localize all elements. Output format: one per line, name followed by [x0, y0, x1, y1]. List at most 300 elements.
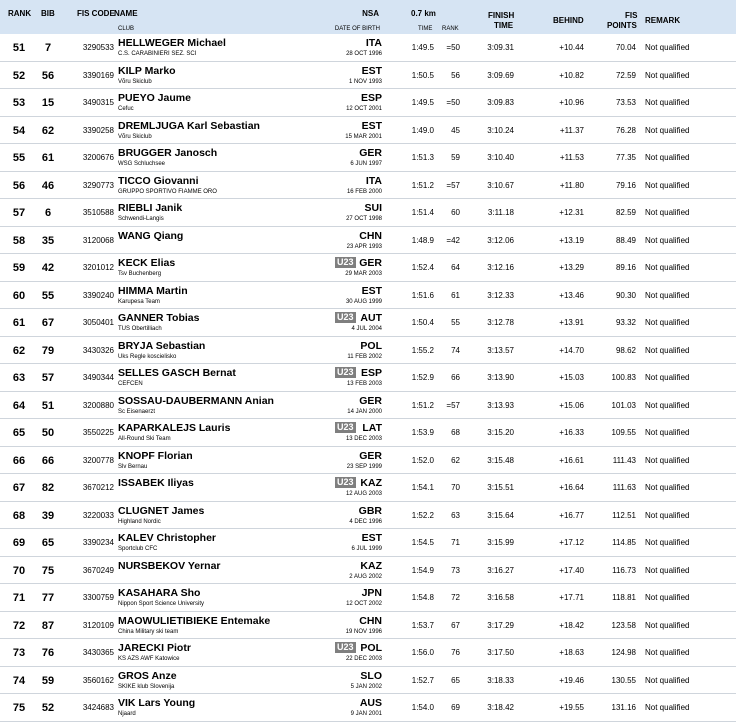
bib-cell: 7: [44, 42, 52, 54]
club-name: KS AZS AWF Katowice: [118, 656, 180, 662]
behind-time: +15.03: [559, 373, 584, 382]
nsa-code: POL: [360, 642, 382, 654]
date-of-birth: 9 JAN 2001: [350, 711, 382, 717]
header-finish: FINISH: [488, 11, 515, 20]
remark-text: Not qualified: [645, 648, 690, 657]
athlete-name: KALEV Christopher: [118, 532, 217, 544]
fis-code-cell: 3050401: [82, 318, 114, 327]
bib-cell: 42: [41, 262, 55, 274]
split-rank: =57: [446, 180, 460, 190]
nsa-code: JPN: [361, 587, 382, 599]
split-rank: 55: [451, 318, 460, 327]
finish-time: 3:11.18: [487, 208, 514, 217]
fis-points: 82.59: [615, 208, 636, 217]
split-rank: 60: [451, 208, 460, 217]
rank-cell: 56: [12, 179, 26, 192]
header-name: NAME: [114, 9, 138, 18]
header-split: 0.7 km: [411, 9, 436, 18]
club-name: Slv Bernau: [118, 463, 148, 470]
split-rank: 61: [451, 290, 460, 300]
club-name: Uks Regle koscielisko: [118, 353, 177, 360]
table-row: [0, 34, 736, 62]
fis-code-cell: 3670249: [82, 565, 114, 575]
rank-cell: 73: [12, 647, 26, 659]
athlete-name: HELLWEGER Michael: [118, 37, 226, 49]
nsa-code: AUT: [360, 312, 382, 324]
fis-points: 111.63: [612, 483, 636, 492]
split-time: 1:56.0: [411, 648, 434, 657]
remark-text: Not qualified: [645, 565, 690, 575]
club-name: SKIKE klub Slovenija: [118, 683, 175, 690]
behind-time: +13.29: [559, 263, 584, 272]
split-time: 1:51.4: [411, 208, 434, 217]
club-name: CEFCEN: [118, 381, 143, 387]
bib-cell: 6: [44, 207, 52, 219]
athlete-name: BRYJA Sebastian: [118, 339, 206, 352]
header-split-rank: RANK: [442, 26, 459, 32]
fis-code-cell: 3390258: [82, 125, 114, 135]
club-name: Sportclub CFC: [118, 546, 158, 552]
athlete-name: SOSSAU-DAUBERMANN Anian: [118, 394, 274, 407]
finish-time: 3:16.58: [487, 593, 514, 602]
split-rank: 66: [451, 373, 460, 382]
fis-code-cell: 3550225: [82, 428, 114, 437]
behind-time: +11.53: [559, 153, 584, 162]
remark-text: Not qualified: [645, 70, 690, 80]
bib-cell: 39: [41, 509, 55, 522]
bib-cell: 57: [41, 372, 55, 384]
header-date-of-birth: DATE OF BIRTH: [334, 26, 380, 32]
remark-text: Not qualified: [645, 153, 690, 162]
split-rank: =42: [446, 235, 460, 245]
nsa-code: EST: [361, 284, 382, 297]
split-rank: 67: [451, 620, 460, 630]
finish-time: 3:15.48: [487, 455, 514, 465]
athlete-name: SELLES GASCH Bernat: [118, 367, 236, 379]
behind-time: +17.12: [559, 538, 584, 547]
remark-text: Not qualified: [645, 290, 690, 300]
split-time: 1:54.1: [411, 483, 434, 492]
date-of-birth: 4 JUL 2004: [351, 326, 382, 332]
date-of-birth: 5 JAN 2002: [350, 683, 382, 690]
u23-badge: U23: [337, 367, 354, 377]
rank-cell: 51: [12, 42, 26, 54]
split-time: 1:55.2: [411, 345, 434, 355]
finish-time: 3:09.69: [487, 70, 514, 80]
table-row: [0, 557, 736, 585]
behind-time: +16.77: [559, 510, 584, 520]
finish-time: 3:12.33: [487, 290, 514, 300]
rank-cell: 65: [12, 427, 26, 439]
split-rank: 70: [451, 483, 460, 492]
bib-cell: 15: [41, 97, 55, 109]
behind-time: +18.42: [559, 620, 584, 630]
club-name: Njaard: [118, 711, 136, 717]
nsa-code: SLO: [360, 669, 382, 682]
remark-text: Not qualified: [645, 125, 690, 135]
remark-text: Not qualified: [645, 263, 690, 272]
athlete-name: KILP Marko: [118, 64, 176, 77]
header-bib: BIB: [41, 9, 55, 18]
header-split-time: TIME: [418, 26, 433, 32]
nsa-code: LAT: [362, 422, 382, 434]
nsa-code: AUS: [359, 697, 382, 709]
split-rank: 56: [451, 70, 460, 80]
date-of-birth: 11 FEB 2002: [347, 353, 382, 360]
finish-time: 3:17.50: [487, 648, 514, 657]
fis-code-cell: 3290533: [82, 43, 114, 52]
split-time: 1:50.5: [411, 70, 434, 80]
athlete-name: CLUGNET James: [118, 504, 205, 517]
table-row: [0, 144, 736, 172]
rank-cell: 68: [12, 509, 26, 522]
rank-cell: 69: [12, 537, 26, 549]
behind-time: +18.63: [559, 648, 584, 657]
athlete-name: KAPARKALEJS Lauris: [118, 422, 231, 434]
split-rank: =50: [446, 98, 460, 107]
remark-text: Not qualified: [645, 235, 690, 245]
bib-cell: 61: [41, 152, 55, 164]
athlete-name: GANNER Tobias: [118, 312, 200, 324]
finish-time: 3:16.27: [487, 565, 514, 575]
athlete-name: MAOWULIETIBIEKE Entemake: [118, 614, 271, 627]
table-row: [0, 419, 736, 447]
date-of-birth: 15 MAR 2001: [345, 133, 382, 140]
finish-time: 3:12.16: [487, 263, 514, 272]
date-of-birth: 29 MAR 2003: [345, 271, 382, 277]
u23-badge: U23: [337, 422, 354, 432]
split-rank: 73: [451, 565, 460, 575]
behind-time: +13.19: [559, 235, 584, 245]
finish-time: 3:12.78: [487, 318, 514, 327]
fis-points: 101.03: [611, 400, 636, 410]
behind-time: +19.46: [559, 675, 584, 685]
club-name: Schwendi-Langis: [118, 216, 164, 222]
fis-points: 93.32: [615, 318, 636, 327]
remark-text: Not qualified: [645, 208, 690, 217]
behind-time: +11.80: [559, 180, 584, 190]
u23-badge: U23: [337, 642, 354, 652]
table-row: [0, 529, 736, 557]
behind-time: +10.96: [559, 98, 584, 107]
behind-time: +13.46: [559, 290, 584, 300]
date-of-birth: 27 OCT 1998: [346, 216, 382, 222]
behind-time: +13.91: [559, 318, 584, 327]
rank-cell: 70: [12, 564, 26, 577]
athlete-name: KECK Elias: [118, 257, 176, 269]
fis-points: 90.30: [615, 290, 636, 300]
date-of-birth: 6 JUN 1997: [350, 161, 382, 167]
nsa-code: ITA: [365, 174, 382, 187]
rank-cell: 58: [12, 234, 26, 247]
date-of-birth: 2 AUG 2002: [349, 573, 382, 580]
finish-time: 3:18.42: [487, 703, 514, 712]
fis-points: 73.53: [615, 98, 636, 107]
date-of-birth: 23 APR 1993: [346, 243, 382, 250]
u23-badge: U23: [337, 477, 354, 487]
date-of-birth: 19 NOV 1996: [345, 628, 382, 635]
bib-cell: 75: [41, 564, 55, 577]
bib-cell: 87: [41, 619, 55, 632]
date-of-birth: 13 FEB 2003: [346, 381, 382, 387]
nsa-code: EST: [361, 532, 382, 544]
table-row: [0, 172, 736, 200]
remark-text: Not qualified: [645, 538, 690, 547]
nsa-code: CHN: [359, 229, 382, 242]
split-time: 1:52.2: [411, 510, 434, 520]
nsa-code: GER: [359, 257, 382, 269]
remark-text: Not qualified: [645, 98, 690, 107]
athlete-name: NURSBEKOV Yernar: [118, 559, 221, 572]
remark-text: Not qualified: [645, 400, 690, 410]
club-name: Nippon Sport Science University: [118, 601, 205, 607]
date-of-birth: 13 DEC 2003: [345, 436, 382, 442]
split-time: 1:49.5: [411, 98, 434, 107]
split-rank: 74: [451, 345, 460, 355]
fis-code-cell: 3490344: [82, 373, 114, 382]
date-of-birth: 6 JUL 1999: [351, 546, 382, 552]
table-row: [0, 199, 736, 227]
nsa-code: KAZ: [360, 559, 382, 572]
athlete-name: ISSABEK Iliyas: [118, 477, 194, 489]
bib-cell: 62: [41, 124, 55, 137]
split-time: 1:54.9: [411, 565, 434, 575]
bib-cell: 50: [41, 427, 55, 439]
behind-time: +10.44: [559, 43, 584, 52]
header-behind: BEHIND: [553, 16, 584, 25]
club-name: All-Round Ski Team: [118, 436, 171, 442]
nsa-code: GER: [359, 394, 382, 407]
table-row: [0, 612, 736, 640]
fis-points: 89.16: [615, 263, 636, 272]
split-rank: 76: [451, 648, 460, 657]
finish-time: 3:10.67: [487, 180, 514, 190]
fis-code-cell: 3200880: [82, 400, 114, 410]
athlete-name: JARECKI Piotr: [118, 642, 191, 654]
fis-code-cell: 3290773: [82, 180, 114, 190]
rank-cell: 52: [12, 69, 26, 82]
athlete-name: BRUGGER Janosch: [118, 147, 218, 159]
split-time: 1:52.9: [411, 373, 434, 382]
remark-text: Not qualified: [645, 703, 690, 712]
rank-cell: 74: [12, 674, 26, 687]
finish-time: 3:10.40: [487, 153, 514, 162]
finish-time: 3:15.99: [487, 538, 514, 547]
header-club: CLUB: [118, 26, 135, 32]
finish-time: 3:09.83: [487, 98, 514, 107]
finish-time: 3:12.06: [487, 235, 514, 245]
split-time: 1:49.5: [411, 43, 434, 52]
athlete-name: GROS Anze: [118, 669, 177, 682]
behind-time: +16.33: [559, 428, 584, 437]
fis-points: 100.83: [611, 373, 636, 382]
club-name: TUS Obertilliach: [118, 326, 162, 332]
remark-text: Not qualified: [645, 455, 690, 465]
fis-points: 77.35: [615, 153, 636, 162]
u23-badge: U23: [337, 312, 354, 322]
results-table-header: [0, 0, 736, 34]
split-time: 1:54.8: [411, 593, 434, 602]
remark-text: Not qualified: [645, 593, 690, 602]
split-rank: 72: [451, 593, 460, 602]
fis-points: 76.28: [615, 125, 636, 135]
table-row: [0, 694, 736, 722]
table-row: [0, 392, 736, 420]
fis-code-cell: 3201012: [82, 263, 114, 272]
fis-code-cell: 3390234: [82, 538, 114, 547]
fis-points: 123.58: [611, 620, 636, 630]
nsa-code: POL: [360, 339, 382, 352]
nsa-code: GER: [359, 147, 382, 159]
fis-points: 79.16: [615, 180, 636, 190]
header-points: POINTS: [607, 21, 637, 30]
club-name: C.S. CARABINIERI SEZ. SCI: [118, 51, 197, 57]
remark-text: Not qualified: [645, 675, 690, 685]
fis-code-cell: 3424683: [82, 703, 114, 712]
bib-cell: 46: [41, 179, 55, 192]
finish-time: 3:13.57: [487, 345, 514, 355]
fis-points: 72.59: [615, 70, 636, 80]
bib-cell: 77: [41, 592, 55, 604]
fis-code-cell: 3430365: [82, 648, 114, 657]
split-rank: =50: [446, 43, 460, 52]
table-row: [0, 227, 736, 255]
fis-points: 88.49: [615, 235, 636, 245]
finish-time: 3:17.29: [487, 620, 514, 630]
finish-time: 3:09.31: [487, 43, 514, 52]
remark-text: Not qualified: [645, 620, 690, 630]
header-fis-code: FIS CODE: [77, 9, 115, 18]
club-name: Tsv Buchenberg: [118, 271, 162, 277]
fis-code-cell: 3560162: [82, 675, 114, 685]
table-row: [0, 117, 736, 145]
fis-code-cell: 3390240: [82, 290, 114, 300]
split-rank: =57: [446, 400, 460, 410]
split-time: 1:51.6: [411, 290, 434, 300]
nsa-code: GER: [359, 449, 382, 462]
date-of-birth: 12 AUG 2003: [345, 491, 382, 497]
bib-cell: 56: [41, 69, 55, 82]
bib-cell: 59: [41, 674, 55, 687]
behind-time: +17.71: [559, 593, 584, 602]
fis-points: 114.85: [612, 538, 636, 547]
table-row: [0, 474, 736, 502]
table-row: [0, 282, 736, 310]
nsa-code: ESP: [360, 367, 382, 379]
split-time: 1:49.0: [411, 125, 434, 135]
club-name: Võru Skiclub: [118, 78, 152, 85]
behind-time: +15.06: [559, 400, 584, 410]
remark-text: Not qualified: [645, 345, 690, 355]
fis-code-cell: 3120109: [82, 620, 114, 630]
split-rank: 59: [451, 153, 460, 162]
club-name: Sc Eisenaerzt: [118, 408, 156, 415]
athlete-name: RIEBLI Janik: [118, 202, 183, 214]
athlete-name: VIK Lars Young: [118, 697, 196, 709]
athlete-name: TICCO Giovanni: [118, 174, 199, 187]
rank-cell: 63: [12, 372, 26, 384]
fis-points: 124.98: [611, 648, 636, 657]
fis-points: 131.16: [611, 703, 636, 712]
split-time: 1:52.7: [411, 675, 434, 685]
behind-time: +19.55: [559, 703, 584, 712]
table-row: [0, 89, 736, 117]
nsa-code: CHN: [359, 614, 382, 627]
athlete-name: PUEYO Jaume: [118, 92, 191, 104]
date-of-birth: 30 AUG 1999: [345, 298, 382, 305]
fis-code-cell: 3300759: [82, 593, 114, 602]
split-time: 1:54.0: [411, 703, 434, 712]
club-name: WSG Schluchsee: [118, 161, 166, 167]
rank-cell: 66: [12, 454, 26, 467]
behind-time: +10.82: [559, 70, 584, 80]
fis-points: 70.04: [615, 43, 636, 52]
remark-text: Not qualified: [645, 483, 690, 492]
nsa-code: EST: [361, 119, 382, 132]
fis-code-cell: 3510588: [82, 208, 114, 217]
split-time: 1:53.7: [411, 620, 434, 630]
rank-cell: 53: [12, 97, 26, 109]
bib-cell: 52: [41, 702, 55, 714]
fis-code-cell: 3200778: [82, 455, 114, 465]
split-rank: 69: [451, 703, 460, 712]
fis-code-cell: 3120068: [82, 235, 114, 245]
table-row: [0, 584, 736, 612]
header-remark: REMARK: [645, 16, 681, 25]
finish-time: 3:15.20: [487, 428, 514, 437]
rank-cell: 67: [12, 482, 26, 494]
remark-text: Not qualified: [645, 373, 690, 382]
nsa-code: GBR: [358, 504, 382, 517]
split-time: 1:51.3: [411, 153, 434, 162]
nsa-code: EST: [361, 64, 382, 77]
split-time: 1:51.2: [411, 180, 434, 190]
fis-points: 111.43: [612, 455, 636, 465]
date-of-birth: 12 OCT 2001: [346, 106, 382, 112]
fis-code-cell: 3200676: [82, 153, 114, 162]
behind-time: +14.70: [559, 345, 584, 355]
rank-cell: 72: [12, 619, 26, 632]
club-name: Highland Nordic: [118, 518, 161, 525]
rank-cell: 54: [12, 124, 26, 137]
date-of-birth: 14 JAN 2000: [347, 408, 382, 415]
finish-time: 3:15.51: [487, 483, 514, 492]
nsa-code: KAZ: [360, 477, 382, 489]
bib-cell: 66: [41, 454, 55, 467]
date-of-birth: 4 DEC 1996: [349, 518, 382, 525]
table-row: [0, 254, 736, 282]
table-row: [0, 502, 736, 530]
fis-points: 109.55: [611, 428, 636, 437]
date-of-birth: 12 OCT 2002: [346, 601, 382, 607]
u23-badge: U23: [337, 257, 354, 267]
bib-cell: 82: [41, 482, 55, 494]
split-time: 1:48.9: [411, 235, 434, 245]
rank-cell: 55: [12, 152, 26, 164]
split-time: 1:51.2: [411, 400, 434, 410]
fis-code-cell: 3220033: [82, 510, 114, 520]
rank-cell: 59: [12, 262, 26, 274]
split-rank: 68: [451, 428, 460, 437]
table-row: [0, 62, 736, 90]
nsa-code: ESP: [360, 92, 382, 104]
fis-code-cell: 3670212: [82, 483, 114, 492]
club-name: Võru Skiclub: [118, 133, 152, 140]
header-fis: FIS: [625, 11, 638, 20]
fis-points: 130.55: [611, 675, 636, 685]
athlete-name: KASAHARA Sho: [118, 587, 201, 599]
table-row: [0, 364, 736, 392]
